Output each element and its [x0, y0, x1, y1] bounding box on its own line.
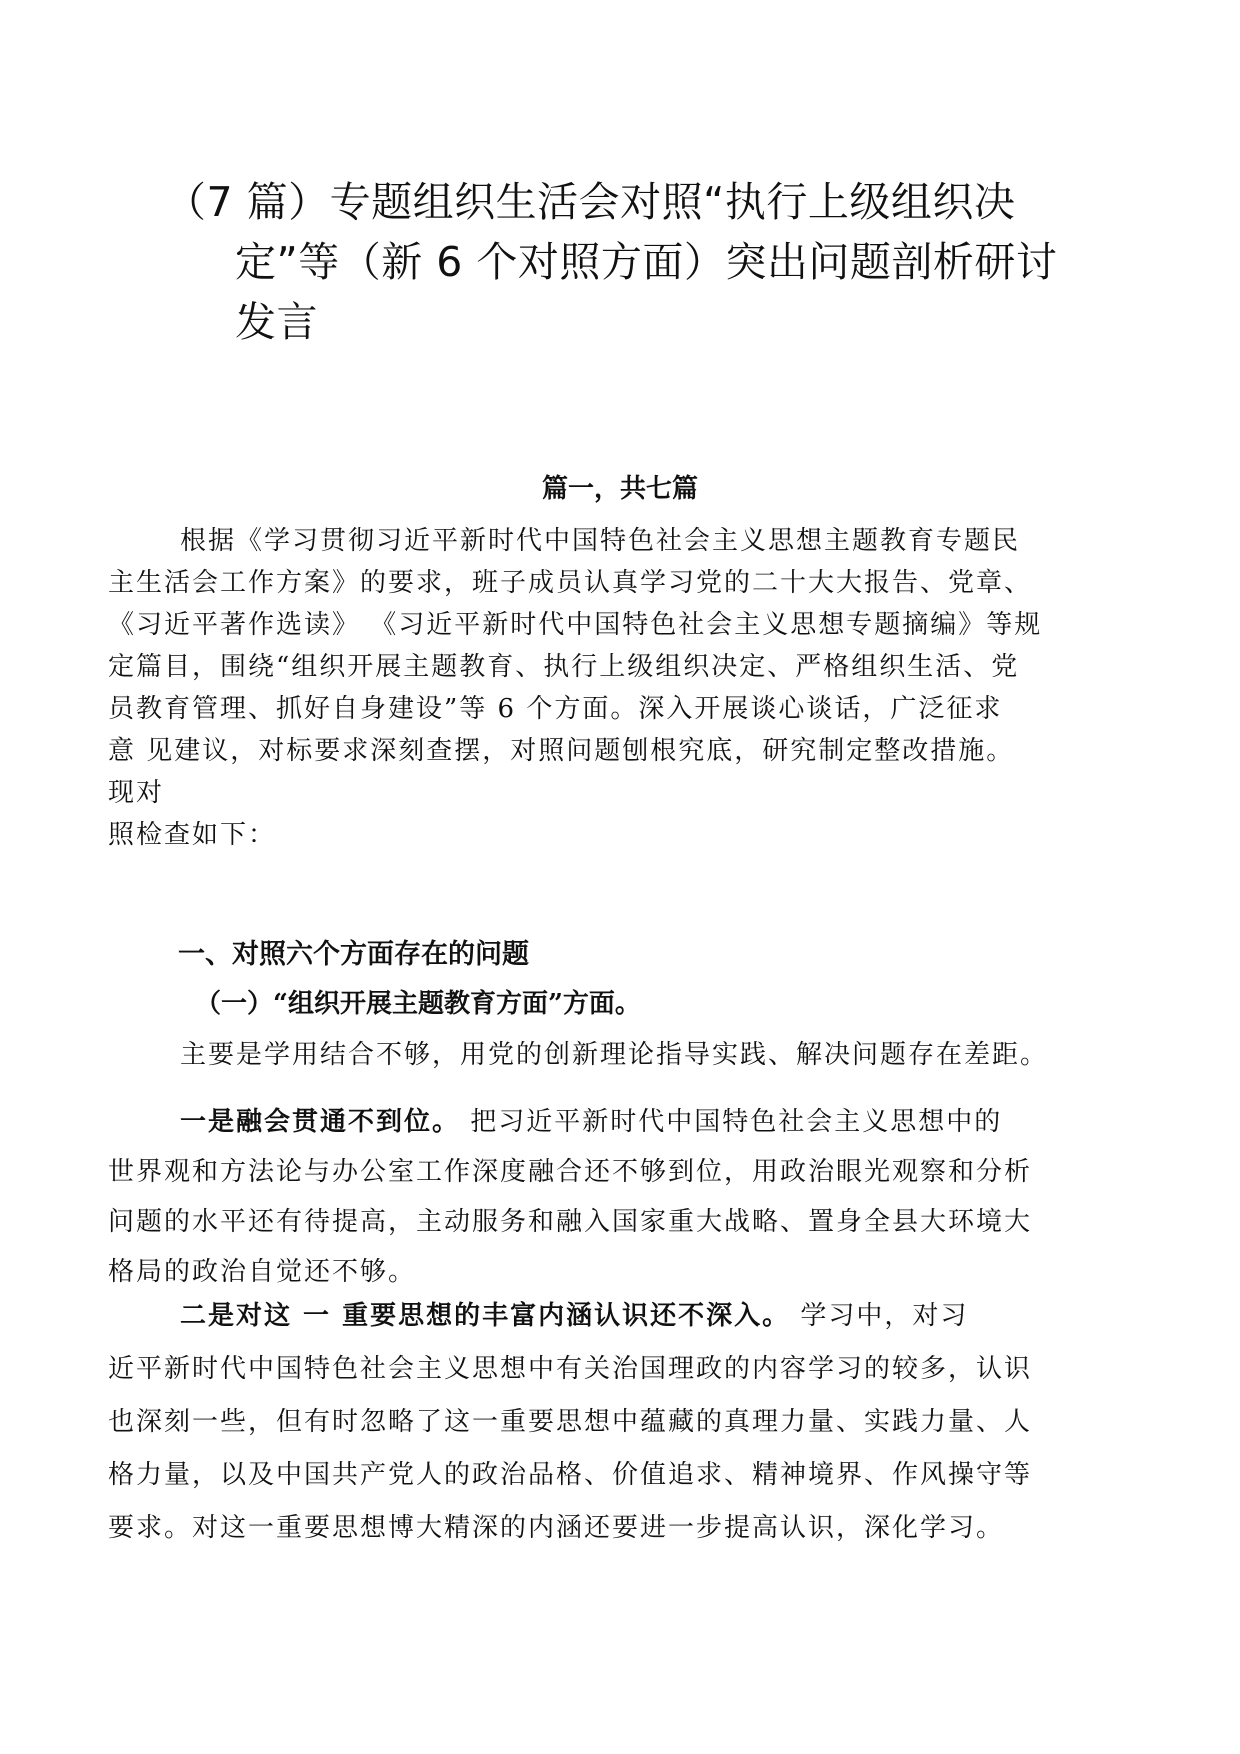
point-two-line: 要求。对这一重要思想博大精深的内涵还要进一步提高认识，深化学习。 — [108, 1513, 1005, 1543]
intro-line: 照检查如下： — [108, 820, 277, 850]
point-two-paragraph — [108, 1290, 1138, 1555]
point-one-line: 世界观和方法论与办公室工作深度融合还不够到位，用政治眼光观察和分析 — [108, 1157, 1033, 1187]
point-two-first-rest: 学习中，对习 — [790, 1301, 969, 1331]
intro-line: 现对 — [108, 778, 165, 808]
intro-line: 《习近平著作选读》 《习近平新时代中国特色社会主义思想专题摘编》等规 — [108, 610, 1043, 640]
heading-level-2: （一）“组织开展主题教育方面”方面。 — [195, 989, 641, 1019]
intro-line: 定篇目，围绕“组织开展主题教育、执行上级组织决定、严格组织生活、党 — [108, 652, 1020, 682]
section-title: 篇一，共七篇 — [541, 474, 698, 504]
point-two-lead: 二是对这 一 重要思想的丰富内涵认识还不深入。 — [180, 1301, 791, 1331]
summary-line: 主要是学用结合不够，用党的创新理论指导实践、解决问题存在差距。 — [180, 1040, 1049, 1070]
intro-line: 员教育管理、抓好自身建设”等 6 个方面。深入开展谈心谈话，广泛征求 — [108, 694, 1003, 724]
point-one-paragraph — [108, 1097, 1138, 1297]
title-line-1: （7 篇）专题组织生活会对照“执行上级组织决 — [165, 178, 1016, 226]
title-line-3: 发言 — [235, 298, 318, 346]
summary-paragraph — [108, 1035, 1138, 1075]
point-two-line: 近平新时代中国特色社会主义思想中有关治国理政的内容学习的较多，认识 — [108, 1354, 1033, 1384]
point-one-first-rest: 把习近平新时代中国特色社会主义思想中的 — [460, 1107, 1003, 1137]
point-one-line: 问题的水平还有待提高，主动服务和融入国家重大战略、置身全县大环境大 — [108, 1207, 1033, 1237]
point-two-line: 格力量，以及中国共产党人的政治品格、价值追求、精神境界、作风操守等 — [108, 1460, 1033, 1490]
point-two-first-line — [108, 1290, 1138, 1343]
intro-paragraph — [108, 520, 1138, 856]
intro-line: 根据《学习贯彻习近平新时代中国特色社会主义思想主题教育专题民 — [180, 526, 1021, 556]
document-title — [165, 172, 1125, 352]
intro-line: 主生活会工作方案》的要求，班子成员认真学习党的二十大大报告、党章、 — [108, 568, 1033, 598]
point-one-first-line — [108, 1097, 1138, 1147]
point-one-lead: 一是融会贯通不到位。 — [180, 1107, 461, 1137]
intro-line: 意 见建议，对标要求深刻查摆，对照问题刨根究底，研究制定整改措施。 — [108, 736, 1015, 766]
heading-level-1: 一、对照六个方面存在的问题 — [178, 939, 529, 970]
point-one-line: 格局的政治自觉还不够。 — [108, 1257, 417, 1287]
point-two-line: 也深刻一些，但有时忽略了这一重要思想中蕴藏的真理力量、实践力量、人 — [108, 1407, 1033, 1437]
title-line-2: 定”等（新 6 个对照方面）突出问题剖析研讨 — [235, 238, 1058, 286]
